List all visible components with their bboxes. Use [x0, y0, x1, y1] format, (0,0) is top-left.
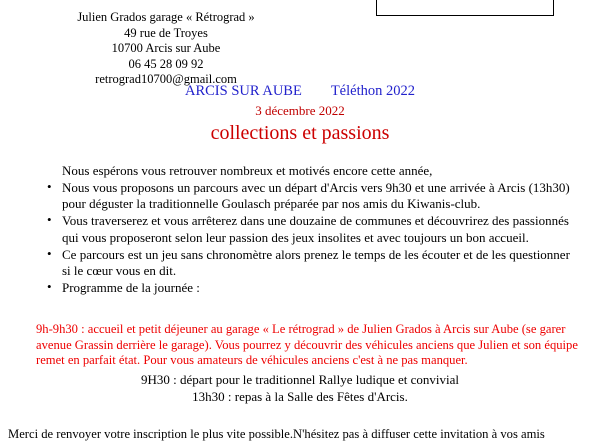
- sender-line-1: Julien Grados garage « Rétrograd »: [77, 10, 255, 24]
- headline-location: ARCIS SUR AUBE: [184, 83, 302, 99]
- sender-block: [36, 10, 296, 88]
- sender-line-3: 10700 Arcis sur Aube: [111, 41, 221, 55]
- list-item: • Ce parcours est un jeu sans chronomètre alors prenez le temps de les écouter et de les questionner si le cœur vous en dit.: [62, 247, 581, 279]
- list-item: • Programme de la journée :: [62, 280, 581, 296]
- headline-event: Téléthon 2022: [330, 83, 415, 99]
- sender-line-2: 49 rue de Troyes: [124, 25, 208, 40]
- footer-note: Merci de renvoyer votre inscription le plus vite possible.N'hésitez pas à diffuser cette invitation à vos amis: [8, 427, 545, 441]
- schedule-line-2: 13h30 : repas à la Salle des Fêtes d'Arcis.: [192, 388, 408, 404]
- schedule-block: [0, 372, 600, 405]
- event-date: 3 décembre 2022: [255, 103, 345, 118]
- sender-email: retrograd10700@gmail.com: [95, 72, 237, 86]
- empty-box: [376, 0, 554, 16]
- sender-line-4: 06 45 28 09 92: [128, 56, 204, 71]
- schedule-line-1: 9H30 : départ pour le traditionnel Rallye ludique et convivial: [140, 372, 460, 387]
- intro-paragraph: Nous espérons vous retrouver nombreux et motivés encore cette année,: [62, 163, 433, 178]
- headline: [0, 83, 600, 100]
- red-highlight-paragraph: 9h-9h30 : accueil et petit déjeuner au garage « Le rétrograd » de Julien Grados à Arcis sur Aube (se garer avenue Grassin derrière le garage). Vous pourrez y découvrir des véhicules anciens que Julien et son équipe remet en parfait état. Pour vous amateurs de véhicules anciens c'est à ne pas manquer.: [36, 322, 578, 368]
- list-item: • Vous traverserez et vous arrêterez dans une douzaine de communes et découvrirez des passionnés qui vous proposeront selon leur passion des jeux insolites et avec toujours un bon accueil.: [62, 213, 581, 245]
- page-title: collections et passions: [210, 122, 390, 144]
- bullet-list: [36, 180, 581, 297]
- list-item: • Nous vous proposons un parcours avec un départ d'Arcis vers 9h30 et une arrivée à Arcis (13h30) pour déguster la traditionnelle Goulasch préparée par nos amis du Kiwanis-club.: [62, 180, 581, 212]
